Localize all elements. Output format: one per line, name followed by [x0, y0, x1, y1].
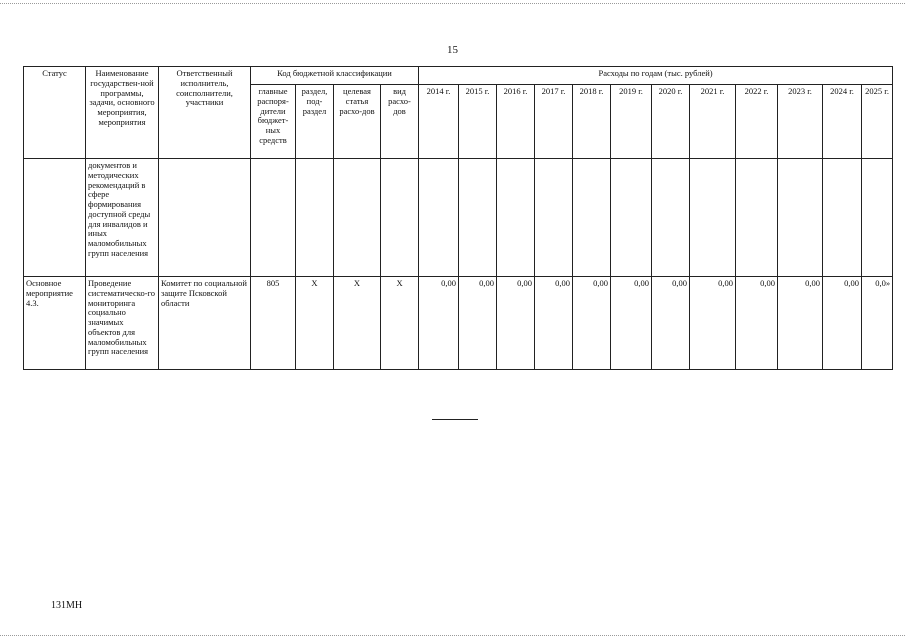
header-budget-classification: Код бюджетной классификации: [251, 67, 419, 85]
header-year: 2022 г.: [736, 85, 778, 159]
cell-value: 0,00: [652, 277, 690, 370]
cell-responsible: [159, 159, 251, 277]
cell-value: [778, 159, 823, 277]
cell-value: 0,00: [736, 277, 778, 370]
header-target-article: целевая статья расхо-дов: [334, 85, 381, 159]
header-year: 2017 г.: [535, 85, 573, 159]
table-row: [24, 159, 893, 277]
header-chief-administrator: главные распоря-дители бюджет-ных средств: [251, 85, 296, 159]
header-responsible: Ответственный исполнитель, соисполнители, участники: [159, 67, 251, 159]
table-row: [24, 277, 893, 370]
header-section: раздел, под-раздел: [296, 85, 334, 159]
cell-code: [251, 159, 296, 277]
cell-status: [24, 159, 86, 277]
cell-status: Основное мероприятие 4.3.: [24, 277, 86, 370]
scan-edge-bottom: [0, 635, 905, 636]
header-year: 2016 г.: [497, 85, 535, 159]
header-year: 2023 г.: [778, 85, 823, 159]
header-year: 2019 г.: [611, 85, 652, 159]
cell-value: 0,00: [573, 277, 611, 370]
cell-value: [652, 159, 690, 277]
cell-value: 0,00: [778, 277, 823, 370]
header-year: 2025 г.: [862, 85, 893, 159]
cell-value: [419, 159, 459, 277]
budget-table: [23, 66, 893, 370]
cell-value: [690, 159, 736, 277]
header-expense-type: вид расхо-дов: [381, 85, 419, 159]
cell-code: 805: [251, 277, 296, 370]
cell-value: [497, 159, 535, 277]
scan-edge-top: [0, 3, 905, 4]
cell-code: [334, 159, 381, 277]
header-expenses-by-year: Расходы по годам (тыс. рублей): [419, 67, 893, 85]
cell-value: 0,00: [459, 277, 497, 370]
header-name: Наименование государствен-ной программы, задачи, основного мероприятия, мероприятия: [86, 67, 159, 159]
cell-value: [535, 159, 573, 277]
cell-value: [573, 159, 611, 277]
header-year: 2024 г.: [823, 85, 862, 159]
cell-value: [736, 159, 778, 277]
cell-code: [296, 159, 334, 277]
header-year: 2021 г.: [690, 85, 736, 159]
header-year: 2018 г.: [573, 85, 611, 159]
footer-code: 131МН: [51, 600, 83, 611]
cell-name: документов и методических рекомендаций в сфере формирования доступной среды для инвалидов и иных маломобильных групп населения: [86, 159, 159, 277]
cell-responsible: Комитет по социальной защите Псковской области: [159, 277, 251, 370]
cell-code: [381, 159, 419, 277]
cell-value: 0,00: [497, 277, 535, 370]
cell-value: [611, 159, 652, 277]
page-number: 15: [447, 44, 458, 56]
header-status: Статус: [24, 67, 86, 159]
cell-value: 0,00: [823, 277, 862, 370]
header-year: 2015 г.: [459, 85, 497, 159]
cell-value: 0,00: [419, 277, 459, 370]
header-year: 2020 г.: [652, 85, 690, 159]
cell-value: 0,00: [690, 277, 736, 370]
cell-value: 0,00: [611, 277, 652, 370]
separator-line: [432, 419, 478, 420]
cell-code: Х: [334, 277, 381, 370]
cell-value: 0,00: [535, 277, 573, 370]
cell-value: [823, 159, 862, 277]
cell-name: Проведение систематическо-го мониторинга социально значимых объектов для маломобильных групп населения: [86, 277, 159, 370]
cell-value: 0,0»: [862, 277, 893, 370]
header-year: 2014 г.: [419, 85, 459, 159]
header-row-top: [24, 67, 893, 85]
cell-code: Х: [296, 277, 334, 370]
cell-value: [459, 159, 497, 277]
cell-value: [862, 159, 893, 277]
cell-code: Х: [381, 277, 419, 370]
